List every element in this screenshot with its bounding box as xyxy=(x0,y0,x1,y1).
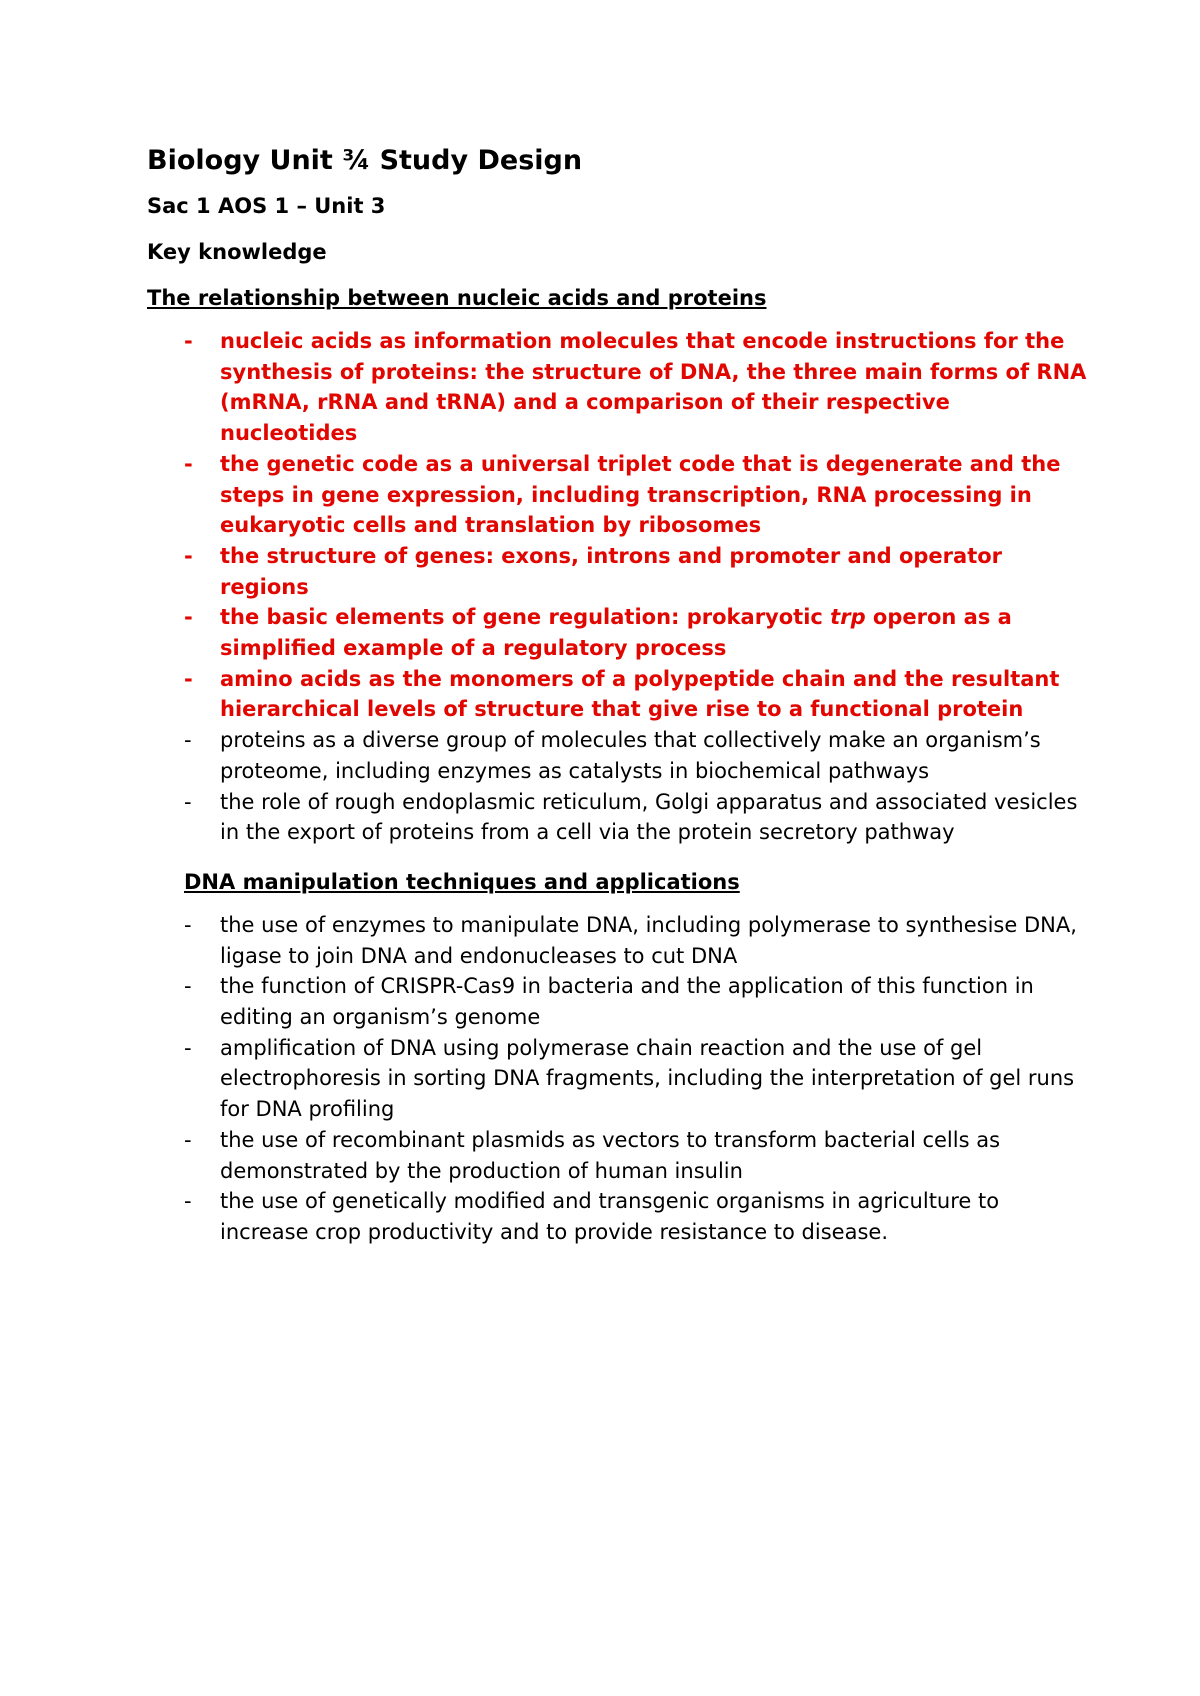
list-item-text: proteins as a diverse group of molecules that collectively make an organism’s proteome, including enzymes as catalysts in biochemical pathways xyxy=(220,728,1041,783)
list-item xyxy=(147,664,1087,725)
list-item-text xyxy=(220,605,1012,660)
key-knowledge-heading: Key knowledge xyxy=(147,240,327,264)
list-item xyxy=(147,326,1087,449)
list-item-text-after: operon as a simplified example of a regulatory process xyxy=(220,605,1012,661)
bullet-dash: - xyxy=(184,329,193,353)
bullet-dash: - xyxy=(184,543,193,568)
bullet-dash: - xyxy=(184,1127,192,1152)
list-item xyxy=(147,602,1087,663)
bullet-dash: - xyxy=(184,1189,192,1214)
dna-manipulation-list xyxy=(147,910,1087,1248)
trp-italic: trp xyxy=(830,605,866,630)
list-item-text: amino acids as the monomers of a polypeptide chain and the resultant hierarchical levels of structure that give rise to a functional protein xyxy=(220,666,1060,722)
list-item xyxy=(147,1186,1087,1247)
list-item xyxy=(147,725,1087,786)
bullet-dash: - xyxy=(184,1035,192,1060)
list-item xyxy=(147,787,1087,848)
nucleic-acids-list xyxy=(147,326,1087,848)
list-item-text: amplification of DNA using polymerase chain reaction and the use of gel electrophoresis in sorting DNA fragments, including the interpretation of gel runs for DNA profiling xyxy=(220,1035,1075,1122)
list-item-text: the use of genetically modified and transgenic organisms in agriculture to increase crop productivity and to provide resistance to disease. xyxy=(220,1189,1000,1244)
bullet-dash: - xyxy=(184,451,193,476)
bullet-dash: - xyxy=(184,666,193,691)
bullet-dash: - xyxy=(184,605,193,630)
list-item-text: the function of CRISPR-Cas9 in bacteria and the application of this function in editing an organism’s genome xyxy=(220,974,1034,1030)
list-item xyxy=(147,1033,1087,1125)
list-item-text: the use of enzymes to manipulate DNA, including polymerase to synthesise DNA, ligase to join DNA and endonucleases to cut DNA xyxy=(220,912,1077,968)
list-item xyxy=(147,971,1087,1032)
list-item xyxy=(147,449,1087,541)
bullet-dash: - xyxy=(184,912,192,937)
list-item xyxy=(147,541,1087,602)
document-page xyxy=(147,144,1087,1248)
bullet-dash: - xyxy=(184,974,192,999)
document-title: Biology Unit ¾ Study Design xyxy=(147,145,583,176)
list-item xyxy=(147,910,1087,971)
list-item-text: the structure of genes: exons, introns and promoter and operator regions xyxy=(220,543,1003,599)
bullet-dash: - xyxy=(184,789,192,814)
section-heading-dna-manipulation: DNA manipulation techniques and applications xyxy=(184,869,740,894)
section-heading-nucleic-acids: The relationship between nucleic acids and proteins xyxy=(147,286,767,310)
list-item-text: the use of recombinant plasmids as vectors to transform bacterial cells as demonstrated by the production of human insulin xyxy=(220,1127,1001,1183)
list-item xyxy=(147,1125,1087,1186)
list-item-text: the role of rough endoplasmic reticulum, Golgi apparatus and associated vesicles in the export of proteins from a cell via the protein secretory pathway xyxy=(220,789,1078,845)
list-item-text: nucleic acids as information molecules that encode instructions for the synthesis of proteins: the structure of DNA, the three main forms of RNA (mRNA, rRNA and tRNA) and a comparison of their respective nucleotides xyxy=(220,329,1087,446)
list-item-text: the genetic code as a universal triplet code that is degenerate and the steps in gene expression, including transcription, RNA processing in eukaryotic cells and translation by ribosomes xyxy=(220,451,1061,538)
bullet-dash: - xyxy=(184,728,192,753)
document-subtitle: Sac 1 AOS 1 – Unit 3 xyxy=(147,194,386,218)
list-item-text-before: the basic elements of gene regulation: prokaryotic xyxy=(220,605,831,630)
